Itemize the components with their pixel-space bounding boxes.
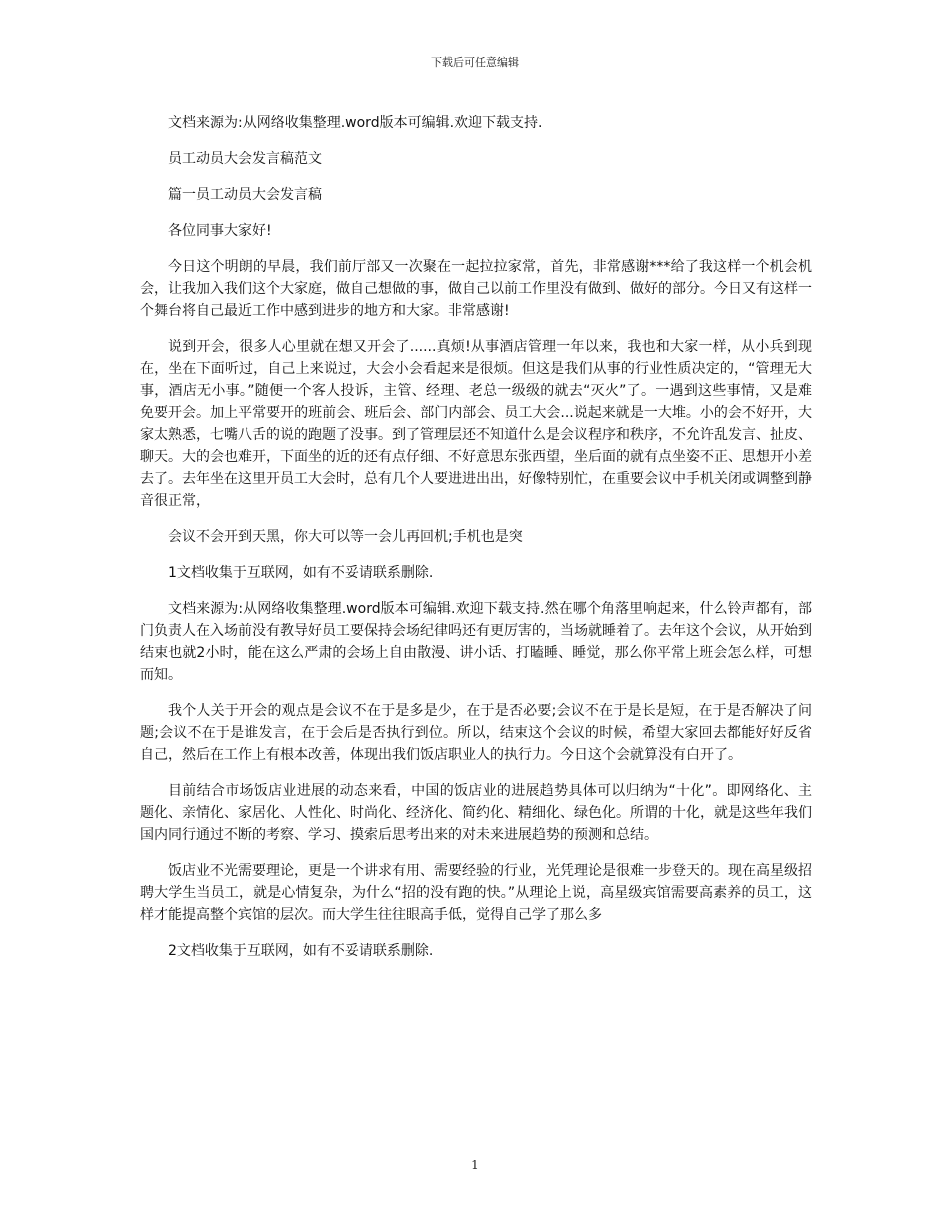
greeting: 各位同事大家好! bbox=[168, 223, 272, 239]
source-note: 文档来源为:从网络收集整理.word版本可编辑.欢迎下载支持. bbox=[168, 115, 543, 131]
paragraph-7: 饭店业不光需要理论，更是一个讲求有用、需要经验的行业，光凭理论是很难一步登天的。现在高星级招聘大学生当员工，就是心情复杂，为什么“招的没有跑的快。”从理论上说，高星级宾馆需要高素养的员工，这样才能提高整个宾馆的层次。而大学生往往眼高手低，觉得自己学了那么多 bbox=[140, 863, 812, 923]
collection-note-1: 1文档收集于互联网，如有不妥请联系删除. bbox=[168, 565, 434, 581]
section-title: 篇一员工动员大会发言稿 bbox=[168, 187, 322, 203]
collection-note-2: 2文档收集于互联网，如有不妥请联系删除. bbox=[168, 943, 434, 959]
page-number: 1 bbox=[471, 1158, 479, 1172]
paragraph-1: 今日这个明朗的早晨，我们前厅部又一次聚在一起拉拉家常，首先，非常感谢***给了我这样一个机会机会，让我加入我们这个大家庭，做自己想做的事，做自己以前工作里没有做到、做好的部分。今日又有这样一个舞台将自己最近工作中感到进步的地方和大家。非常感谢! bbox=[140, 259, 812, 319]
paragraph-2: 说到开会，很多人心里就在想又开会了......真烦!从事酒店管理一年以来，我也和大家一样，从小兵到现在，坐在下面听过，自己上来说过，大会小会看起来是很烦。但这是我们从事的行业性质决定的，“管理无大事，酒店无小事。”随便一个客人投诉，主管、经理、老总一级级的就去“灭火”了。一遇到这些事情，又是难免要开会。加上平常要开的班前会、班后会、部门内部会、员工大会...说起来就是一大堆。小的会不好开，大家太熟悉，七嘴八舌的说的跑题了没事。到了管理层还不知道什么是会议程序和秩序，不允许乱发言、扯皮、聊天。大的会也难开，下面坐的近的还有点仔细、不好意思东张西望，坐后面的就有点坐姿不正、思想开小差去了。去年坐在这里开员工大会时，总有几个人要进进出出，好像特别忙，在重要会议中手机关闭或调整到静音很正常， bbox=[140, 339, 812, 509]
document-body bbox=[140, 112, 812, 976]
paragraph-3: 会议不会开到天黑，你大可以等一会儿再回机;手机也是突 bbox=[168, 529, 523, 545]
paragraph-6: 目前结合市场饭店业进展的动态来看，中国的饭店业的进展趋势具体可以归纳为“十化”。即网络化、主题化、亲情化、家居化、人性化、时尚化、经济化、简约化、精细化、绿色化。所谓的十化，就是这些年我们国内同行通过不断的考察、学习、摸索后思考出来的对未来进展趋势的预测和总结。 bbox=[140, 783, 812, 843]
paragraph-5: 我个人关于开会的观点是会议不在于是多是少，在于是否必要;会议不在于是长是短，在于是否解决了问题;会议不在于是谁发言，在于会后是否执行到位。所以，结束这个会议的时候，希望大家回去都能好好反省自己，然后在工作上有根本改善，体现出我们饭店职业人的执行力。今日这个会就算没有白开了。 bbox=[140, 703, 812, 763]
document-title: 员工动员大会发言稿范文 bbox=[168, 151, 322, 167]
paragraph-4: 文档来源为:从网络收集整理.word版本可编辑.欢迎下载支持.然在哪个角落里响起来，什么铃声都有，部门负责人在入场前没有教导好员工要保持会场纪律吗还有更厉害的，当场就睡着了。去年这个会议，从开始到结束也就2小时，能在这么严肃的会场上自由散漫、讲小话、打瞌睡、睡觉，那么你平常上班会怎么样，可想而知。 bbox=[140, 601, 812, 683]
page-header: 下载后可任意编辑 bbox=[431, 56, 519, 69]
